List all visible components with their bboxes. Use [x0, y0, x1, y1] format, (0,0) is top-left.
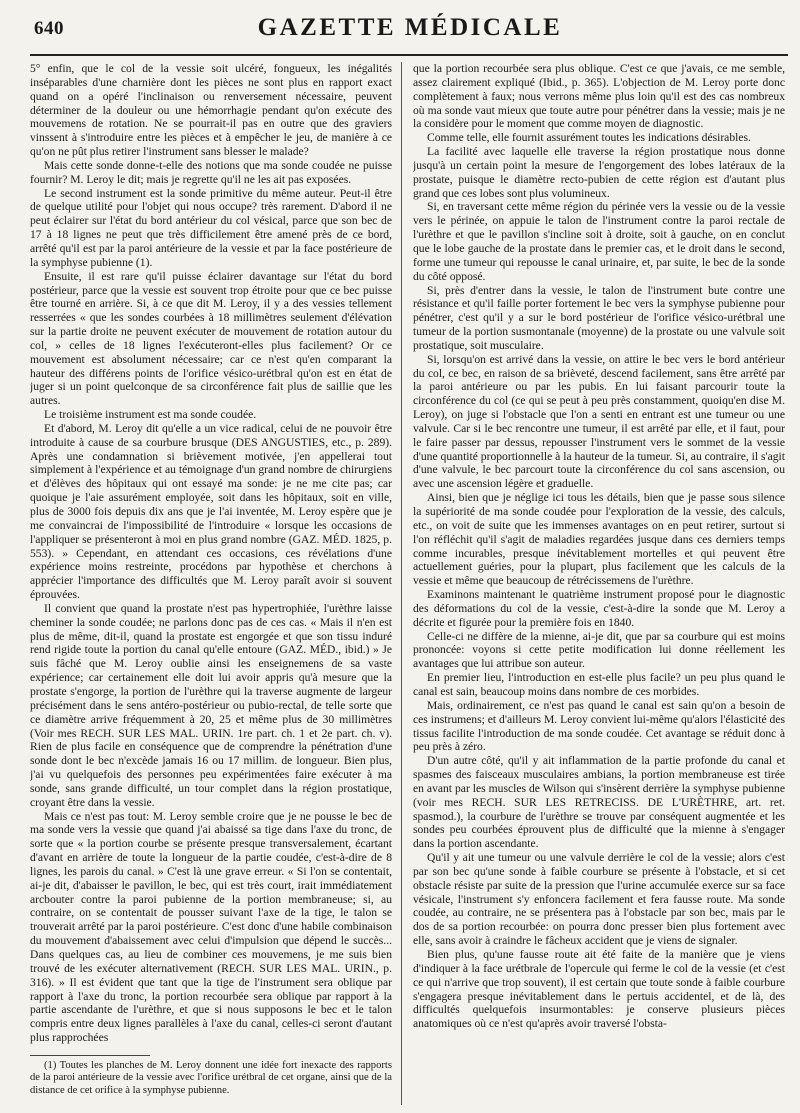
paragraph: Mais, ordinairement, ce n'est pas quand le canal est sain qu'on a besoin de ces instrumens; et d'ailleurs M. Leroy convient lui-même qu'alors l'élasticité des tissus facilite l'introduction de ma sonde coudée. Cet avantage se réduit donc à peu près à zéro.	[413, 698, 785, 754]
page-header	[34, 14, 786, 48]
paragraph: Examinons maintenant le quatrième instrument proposé pour le diagnostic des déformations du col de la vessie, c'est-à-dire la sonde que M. Leroy a décrite et figurée pour la première fois en 1840.	[413, 588, 785, 629]
paragraph: Le troisième instrument est ma sonde coudée.	[44, 408, 257, 422]
header-rule	[30, 54, 788, 56]
page-number: 640	[34, 18, 64, 39]
paragraph: Mais ce n'est pas tout: M. Leroy semble croire que je ne pousse le bec de ma sonde vers la vessie que quand j'ai abaissé sa tige dans l'axe du tronc, de sorte que « la portion courbe se présente presque transversalement, écartant d'avant en arrière de toute la longueur de la partie coudée, c'est-à-dire de 8 lignes, les parois du canal. » C'est là une grave erreur. « Si l'on se contentait, ai-je dit, d'abaisser le pavillon, le bec, qui est très court, irait immédiatement arcbouter contre la paroi pubienne de la portion membraneuse; si, au contraire, on se contentait de pousser suivant l'axe de la tige, le talon se trouverait arrêté par la paroi postérieure. C'est donc d'une habile combinaison du mouvement d'abaissement avec celui d'impulsion que dépend le succès... Dans quelques cas, au lieu de combiner ces mouvemens, je me suis bien trouvé de les exécuter alternativement (RECH. SUR LES MAL. URIN., p. 316). » Il est évident que tant que la tige de l'instrument sera oblique par rapport à l'axe du tronc, la portion recourbée sera oblique par rapport à la partie ascendante de l'urèthre, et que si nous supposons le bec et le talon compris entre deux lignes parallèles à l'axe du canal, celles-ci seront d'autant plus rapprochées	[30, 809, 392, 1045]
paragraph: En premier lieu, l'introduction en est-elle plus facile? un peu plus quand le canal est sain, beaucoup moins dans nombre de ces morbides.	[413, 671, 785, 698]
paragraph: D'un autre côté, qu'il y ait inflammation de la partie profonde du canal et spasmes des faisceaux musculaires ambians, la portion membraneuse est tirée en avant par les muscles de Wilson qui s'insèrent derrière la symphyse pubienne (voir mes RECH. SUR LES RETRECISS. DE L'URÈTHRE, art. ret. spasmod.), la courbure de l'urèthre se trouve par conséquent augmentée et les sondes peu courbées éprouvent plus de difficulté que la mienne à s'engager dans la portion ascendante.	[413, 754, 785, 851]
paragraph: La facilité avec laquelle elle traverse la région prostatique nous donne jusqu'à un certain point la mesure de l'engorgement des lobes latéraux de la prostate, puisque le diamètre recto-pubien de cette région est d'autant plus grand que ces lobes sont plus volumineux.	[413, 145, 785, 200]
paragraph: 5° enfin, que le col de la vessie soit ulcéré, fongueux, les inégalités inséparables d'une charnière dont les pièces ne sont plus en rapport exact quand on a opéré l'inclinaison ou renversement nécessaire, peuvent déterminer de la douleur ou une hémorrhagie pendant qu'on exécute des mouvemens de rotation. Ne se pourrait-il pas en outre que des graviers vinssent à s'introduire entre les pièces et à empêcher le jeu, de manière à ce qu'on ne pût plus retirer l'instrument sans blesser le malade?	[30, 62, 392, 159]
left-column	[30, 62, 392, 1102]
paragraph: Bien plus, qu'une fausse route ait été faite de la manière que je viens d'indiquer à la face urétbrale de l'opercule qui ferme le col de la vessie (et c'est ce qui n'arrive que trop souvent), il est certain que toute sonde à faible courbure s'engagera presque inévitablement dans le pertuis accidentel, et de là, des difficultés quelquefois insurmontables: je conserve plusieurs pièces anatomiques où ce n'est qu'après avoir traversé l'obsta-	[413, 948, 785, 1031]
paragraph: Qu'il y ait une tumeur ou une valvule derrière le col de la vessie; alors c'est par son bec qu'une sonde à faible courbure se présente à l'obstacle, et si cet obstacle résiste par suite de la pression que l'urine accumulée exerce sur sa face vésicale, l'instrument s'y enfoncera facilement et fera fausse route. Ma sonde coudée, au contraire, ne se présentera pas à l'obstacle par son bec, mais par le dos de sa portion recourbée: on pourra donc presser bien plus fortement avec elle, sans avoir à craindre le fâcheux accident que je viens de signaler.	[413, 851, 785, 948]
column-separator	[401, 62, 402, 1105]
paragraph: Comme telle, elle fournit assurément toutes les indications désirables.	[427, 131, 751, 145]
journal-title: GAZETTE MÉDICALE	[257, 14, 563, 41]
paragraph: que la portion recourbée sera plus oblique. C'est ce que j'avais, ce me semble, assez clairement expliqué (Ibid., p. 365). L'objection de M. Leroy porte donc complètement à faux; nous verrons même plus loin qu'il est des cas nombreux où ma sonde vaut mieux que toute autre pour pénétrer dans la vessie; mais je ne la considère pour le moment que comme moyen de diagnostic.	[413, 62, 785, 131]
paragraph: Si, lorsqu'on est arrivé dans la vessie, on attire le bec vers le bord antérieur du col, ce bec, en raison de sa brièveté, descend facilement, sans être arrêté par la paroi antérieure ou par les pubis. En lui faisant parcourir toute la circonférence du col (ce qui se peut à peu près constamment, quoiqu'en dise M. Leroy), on juge si l'obstacle que l'on a senti en entrant est une tumeur ou une valvule. Car si le bec rencontre une tumeur, il est arrêté par elle, et il faut, pour le faire passer par dessus, repousser l'instrument vers le sommet de la vessie d'une quantité proportionnelle à la hauteur de la tumeur. Si, au contraire, il s'agit d'une valvule, le bec parcourt toute la circonférence du col sans ascension, ou avec une ascension légère et graduelle.	[413, 352, 785, 491]
paragraph: Le second instrument est la sonde primitive du même auteur. Peut-il être de quelque utilité pour l'objet qui nous occupe? très rarement. D'abord il ne peut éclairer sur l'état du bord antérieur du col vésical, parce que son bec de 17 à 18 lignes ne peut que très difficilement être amené près de ce bord, arrêté qu'il est par la paroi antérieure de la vessie et par la face postérieure de la symphyse pubienne (1).	[30, 186, 392, 269]
paragraph: Mais cette sonde donne-t-elle des notions que ma sonde coudée ne puisse fournir? M. Leroy le dit; mais je regrette qu'il ne les ait pas exposées.	[30, 158, 392, 186]
paragraph: Ainsi, bien que je néglige ici tous les détails, bien que je passe sous silence la supériorité de ma sonde coudée pour l'exploration de la vessie, des calculs, etc., on voit de suite que les immenses avantages on en peut retirer, surtout si l'on réfléchit qu'il s'agit de maladies regardées jusque dans ces derniers temps comme incurables, presque inévitablement mortelles et qui peuvent être actuellement guéries, pour la plupart, plus facilement que les calculs de la vessie et même que beaucoup de rétrécissemens de l'urèthre.	[413, 491, 785, 588]
paragraph: Ensuite, il est rare qu'il puisse éclairer davantage sur l'état du bord postérieur, parce que la vessie est souvent trop étroite pour que ce bec puisse être tourné en arrière. Si, à ce que dit M. Leroy, il y a des vessies tellement resserrées « que les sondes courbées à 18 millimètres seulement d'élévation sur la partie droite ne peuvent exécuter de mouvement de rotation autour du col, » celles de 18 lignes l'exécuteront-elles plus facilement? Or ce mouvement est absolument nécessaire; car ce n'est qu'en comparant la hauteur des différens points de l'orifice vésico-urétbral qu'on est en état de juger si un point quelconque de sa circonférence fait plus de saillie que les autres.	[30, 269, 392, 408]
paragraph: Il convient que quand la prostate n'est pas hypertrophiée, l'urèthre laisse cheminer la sonde coudée; ne parlons donc pas de ces cas. « Mais il n'en est plus de même, dit-il, quand la prostate est engorgée et que son tissu induré rend rigide toute la portion du canal qu'elle entoure (GAZ. MÉD., ibid.) » Je suis fâché que M. Leroy oublie ainsi les enseignemens de sa vaste expérience; car certainement elle doit lui avoir appris qu'à mesure que la prostate s'engorge, la portion de l'urèthre qui la traverse augmente de largeur précisément dans le sens antéro-postérieur ou pubio-rectal, de telle sorte que ce diamètre arrive fréquemment à 20, 25 et même plus de 30 millimètres (Voir mes RECH. SUR LES MAL. URIN. 1re part. ch. 1 et 2e part. ch. v). Rien de plus facile en conséquence que de comprendre la pénétration d'une sonde dont le bec n'excède jamais 16 ou 17 millim. de longueur. Bien plus, j'ai vu quelquefois des personnes peu expérimentées faire exécuter à ma sonde, sans grande difficulté, un tour complet dans la région prostatique, croyant être dans la vessie.	[30, 601, 392, 809]
right-column	[413, 62, 785, 1102]
paragraph: Et d'abord, M. Leroy dit qu'elle a un vice radical, celui de ne pouvoir être introduite à cause de sa courbure brusque (DES ANGUSTIES, etc., p. 289). Après une condamnation si brièvement motivée, j'en appellerai tout simplement à l'expérience et au témoignage d'un grand nombre de chirurgiens et d'élèves des hôpitaux qui ont essayé ma sonde: je ne me cite pas; car quoique je l'aie assurément employée, soit dans les hôpitaux, soit en ville, plus de 3000 fois depuis dix ans que je l'ai inventée, M. Leroy espère que je me convaincrai de l'impossibilité de l'introduire « lorsque les occasions de l'appliquer se présenteront à moi en plus grand nombre (GAZ. MÉD. 1825, p. 553). » Cependant, en attendant ces occasions, ces révélations d'une expérience moins restreinte, procédons par hypothèse et cherchons à apprécier l'importance des difficultés que M. Leroy paraît avoir si souvent éprouvées.	[30, 421, 392, 602]
paragraph: Celle-ci ne diffère de la mienne, ai-je dit, que par sa courbure qui est moins prononcée: voyons si cette petite modification lui donne réellement les avantages que lui attribue son auteur.	[413, 629, 785, 671]
paragraph: Si, en traversant cette même région du périnée vers la vessie ou de la vessie vers le périnée, on appuie le talon de l'instrument contre la paroi rectale de l'urèthre et que le pavillon s'incline soit à droite, soit à gauche, on en conclut que le lobe gauche de la prostate dans le premier cas, et le droit dans le second, forme une tumeur qui repousse le canal urinaire, et, par suite, le bec de la sonde du côté opposé.	[413, 200, 785, 283]
footnote-rule	[30, 1055, 150, 1056]
paragraph: Si, près d'entrer dans la vessie, le talon de l'instrument bute contre une résistance et qu'il faille porter fortement le bec vers la symphyse pubienne pour pénétrer, c'est qu'il y a sur le bord postérieur de l'orifice vésico-urétbral une tumeur de la portion susmontanale (moyenne) de la prostate ou une valvule soit prostatique, soit musculaire.	[413, 283, 785, 352]
footnote: (1) Toutes les planches de M. Leroy donnent une idée fort inexacte des rapports de la paroi antérieure de la vessie avec l'orifice urétbral de cet organe, ainsi que de la distance de cet orifice à la symphyse pubienne.	[30, 1059, 392, 1096]
